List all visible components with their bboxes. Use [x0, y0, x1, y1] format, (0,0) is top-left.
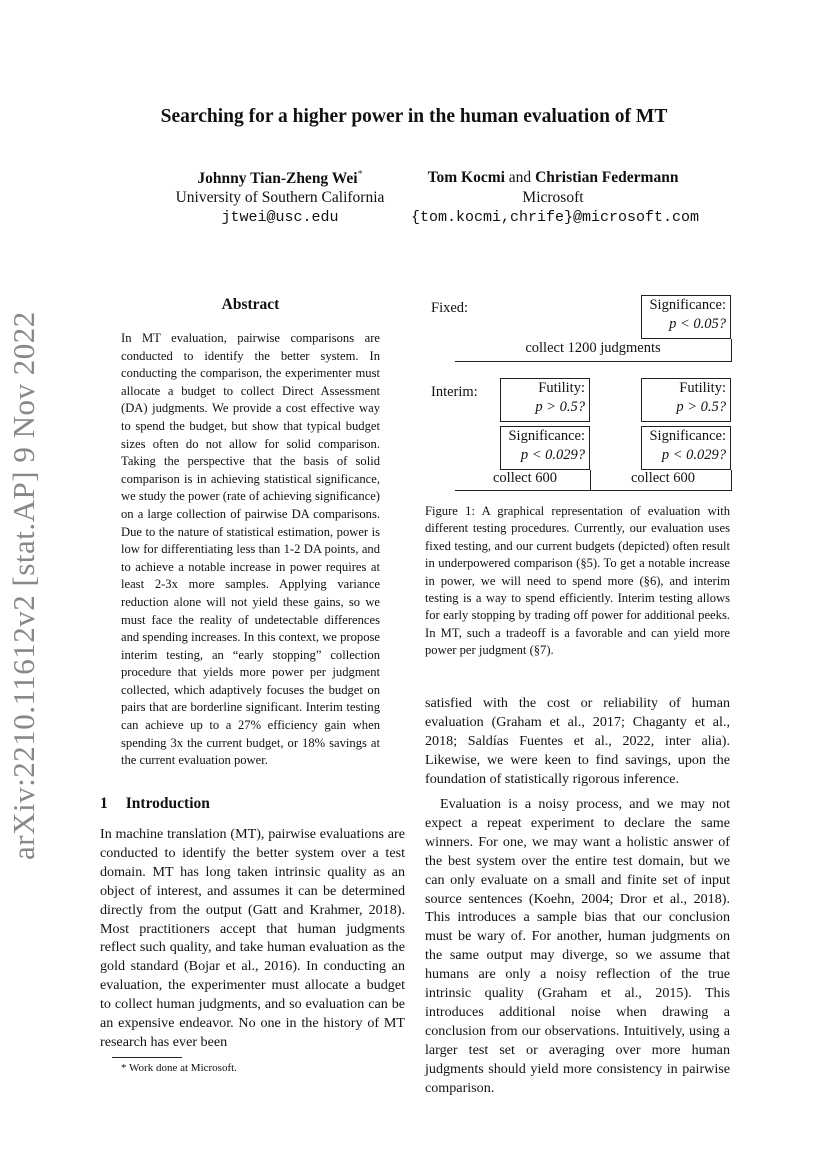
figure-interim-label: Interim: — [431, 384, 478, 400]
author-1-block — [160, 169, 400, 188]
footnote: * Work done at Microsoft. — [121, 1062, 237, 1074]
figure-futility-p-2: p > 0.5? — [676, 399, 726, 415]
authors-2-3-block — [398, 169, 708, 187]
author-1-name: Johnny Tian-Zheng Wei — [197, 170, 358, 188]
figure-interim-tick-1 — [590, 470, 591, 490]
figure-fixed-tick — [731, 339, 732, 361]
figure-collect-1200: collect 1200 judgments — [525, 340, 661, 356]
abstract-text: In MT evaluation, pairwise comparisons are conducted to identify the better system. In conducting the comparison, the experimenter must allocate a budget to collect Direct Assessment (DA) judgments. We provide a cost effective way to spend the budget, but show that typical budget sizes often do not allow for solid comparison. Taking the perspective that the basis of solid comparison is in achieving statistical significance, we study the power (rate of achieving significance) on a large collection of pairwise DA comparisons. Due to the nature of statistical estimation, power is low for differentiating less than 1-2 DA points, and to achieve a notable increase in power requires at least 2-3x more samples. Applying variance reduction alone will not yield these gains, so we must face the reality of undetectable differences and spending increases. In this context, we propose interim testing, an “early stopping” collection procedure that yields more power per judgment collected, which adaptively focuses the budget on pairs that are borderline significant. Interim testing can achieve up to a 27% efficiency gain when spending 3x the current budget, or 18% savings at the current evaluation power. — [121, 331, 380, 768]
author-2-name: Tom Kocmi — [427, 169, 505, 186]
figure-collect-600-b: collect 600 — [630, 470, 696, 486]
figure-interim-tick-2 — [731, 470, 732, 490]
figure-futility-label-2: Futility: — [679, 380, 726, 396]
author-1-footnote-mark: * — [357, 169, 363, 180]
figure-fixed-label: Fixed: — [431, 300, 469, 316]
footnote-rule — [112, 1057, 182, 1058]
figure-collect-600-a: collect 600 — [492, 470, 558, 486]
arxiv-stamp: arXiv:2210.11612v2 [stat.AP] 9 Nov 2022 — [6, 311, 41, 860]
figure-interim-sig-p-1: p < 0.029? — [520, 447, 585, 463]
author-and: and — [508, 169, 532, 186]
figure-interim-futility-box-1 — [500, 378, 590, 422]
abstract-heading: Abstract — [221, 296, 280, 313]
intro-left-paragraph: In machine translation (MT), pairwise evaluations are conducted to identify the better system over a test domain. MT has long taken intrinsic quality as an object of interest, and assumes it can be determined directly from the output (Gatt and Krahmer, 2018). Most practitioners accept that human judgments reflect such quality, and take human evaluation as the gold standard (Bojar et al., 2016). In conducting an evaluation, the experimenter must allocate a budget to collect human judgments, and so evaluation can be an expensive endeavor. No one in the history of MT research has ever been — [100, 826, 405, 1050]
figure-caption: Figure 1: A graphical representation of evaluation with different testing procedures. Currently, our evaluation uses fixed testing, and our current budgets (depicted) often result in underpowered comparison (§5). To get a notable increase in power, we will need to spend more (§6), and interim testing is a way to spend efficiently. Interim testing allows for early stopping by trading off power for additional peeks. In MT, such a tradeoff is a favorable and can yield more power per judgment (§7). — [425, 504, 730, 658]
authors-2-3-email[interactable]: {tom.kocmi,chrife}@microsoft.com — [410, 209, 700, 226]
author-1-affiliation: University of Southern California — [175, 189, 385, 206]
figure-interim-timeline — [455, 490, 732, 491]
intro-right-paragraph-2: Evaluation is a noisy process, and we may not expect a repeat experiment to declare the same winners. For one, we may want a holistic answer of the best system over the entire test domain, but we can only evaluate on a small and finite set of input source sentences (Koehn, 2004; Dror et al., 2018). This introduces a sample bias that our conclusion must be wary of. For another, human judgments on the same output may diverge, so we assume that humans are only a noisy reflection of the true intrinsic quality (Graham et al., 2015). This introduces additional noise when drawing a conclusion from our observations. Intuitively, using a larger test set or averaging over more human judgments should yield more consistency in pairwise comparison. — [425, 796, 730, 1096]
paper-title: Searching for a higher power in the human evaluation of MT — [160, 106, 668, 127]
intro-right-paragraph-1: satisfied with the cost or reliability of human evaluation (Graham et al., 2017; Chaganty et al., 2018; Saldías Fuentes et al., 2022, inter alia). Likewise, we were keen to find savings, upon the foundation of statistically rigorous inference. — [425, 695, 730, 787]
figure-fixed-p-threshold: p < 0.05? — [669, 316, 726, 332]
author-3-name: Christian Federmann — [535, 169, 679, 186]
figure-futility-p-1: p > 0.5? — [535, 399, 585, 415]
section-number: 1 — [100, 795, 108, 812]
figure-interim-significance-box-1 — [500, 426, 590, 470]
figure-interim-sig-label-2: Significance: — [649, 428, 726, 444]
section-title: Introduction — [125, 795, 210, 812]
figure-fixed-significance-box — [641, 295, 731, 339]
figure-futility-label-1: Futility: — [538, 380, 585, 396]
figure-interim-futility-box-2 — [641, 378, 731, 422]
figure-fixed-timeline — [455, 361, 732, 362]
figure-interim-sig-p-2: p < 0.029? — [661, 447, 726, 463]
figure-interim-sig-label-1: Significance: — [508, 428, 585, 444]
author-1-email[interactable]: jtwei@usc.edu — [221, 209, 339, 226]
authors-2-3-affiliation: Microsoft — [522, 189, 584, 206]
figure-interim-significance-box-2 — [641, 426, 731, 470]
figure-significance-label: Significance: — [649, 297, 726, 313]
section-heading — [100, 795, 228, 813]
